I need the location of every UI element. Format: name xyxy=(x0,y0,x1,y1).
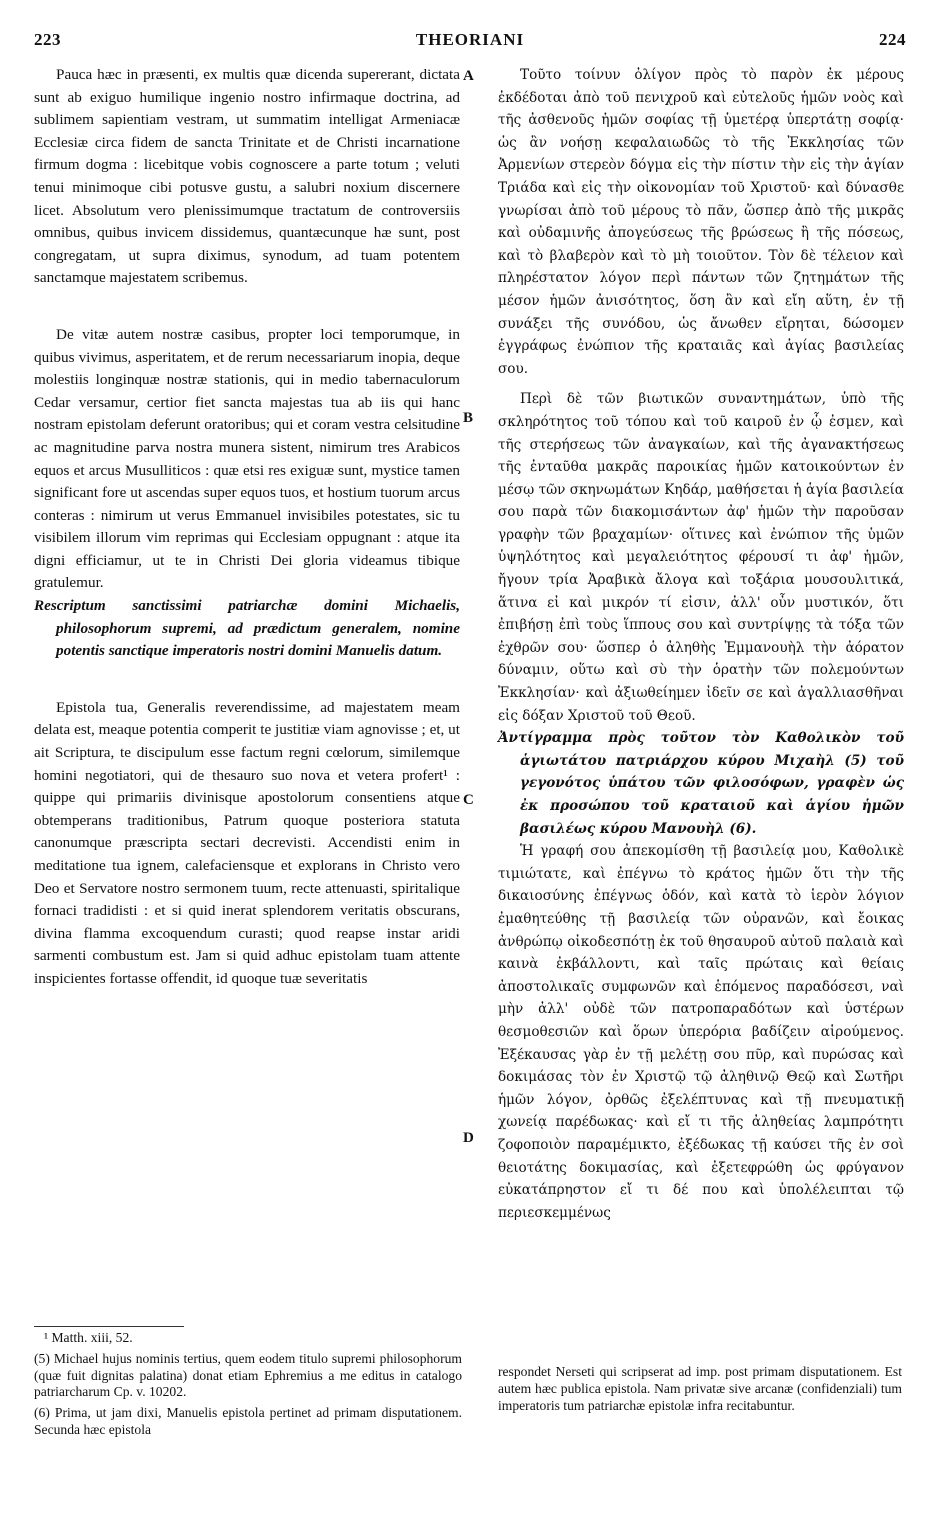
margin-marker-c: C xyxy=(463,792,474,808)
running-header xyxy=(34,30,906,52)
greek-paragraph-2: Περὶ δὲ τῶν βιωτικῶν συναντημάτων, ὑπὸ τῆς σκληρότητος τοῦ τόπου καὶ τοῦ καιροῦ ἐν ᾧ ἐσμεν, καὶ τῆς στερήσεως τῶν ἀναγκαίων, καὶ τῆς ἀγανακτήσεως τῆς ἐνταῦθα μακρᾶς παροικίας ἡμῶν κατοικούντων ἐν μέσῳ τῶν σκηνωμάτων Κηδάρ, μαθήσεται ἡ ἁγία βασιλεία σου παρὰ τῶν διακομισάντων ἀφ' ἡμῶν τὴν παροῦσαν γραφὴν τῶν βραχαμίων· οἵτινες καὶ ἐνώπιον τῆς ὑμῶν ὑψηλότητος καὶ μεγαλειότητος φέρουσί τι ἀφ' ἡμῶν, ἤγουν τρία Ἀραβικὰ ἄλογα καὶ τοξάρια μουσουλιτικά, ἅτινα εἰ καὶ μικρόν τί εἰσιν, ἀλλ' οὖν μυστικόν, ὅτι ἐπιβήσῃ ἐπὶ τοὺς ἵππους σου καὶ συντρίψῃς τὰ τόξα τῶν ἐχθρῶν σου· ὥσπερ ὁ ἀληθὴς Ἐμμανουὴλ τὴν ἀόρατον δύναμιν, οὕτω καὶ σὺ τὴν ὁρατὴν τῶν πολεμούντων Ἐκκλησίαν· καὶ ἀξιωθείημεν ἰδεῖν σε καὶ ἀγαλλιασθῆναι εἰς δόξαν Χριστοῦ τοῦ Θεοῦ. xyxy=(498,391,904,724)
footnotes-left xyxy=(34,1330,462,1443)
page-number-right: 224 xyxy=(879,30,906,49)
latin-paragraph-3: Epistola tua, Generalis reverendissime, ad majestatem meam delata est, meaque potentia comperit te justitiæ viam agnovisse ; et, ut ait Scriptura, te discipulum esse factum regni cœlorum, similemque homini negotiatori, qui de thesauro suo nova et vetera profert¹ : quippe qui primariis divinisque apostolorum consentiens atque obtemperans traditionibus, Patrum quoque posteriora statuta canonumque præscripta sectari decrevisti. Accendisti enim in meditatione tua ignem, calefaciensque et explorans in Christo vero Deo et Servatore nostro sermonem tuum, recte attenuasti, spiritalique fornaci tradidisti : et si quid inerat splendorem veritatis obscurans, divina flamma excoquendum curasti; quod reapse instar aridi sarmenti combustum est. Jam si quid adhuc epistolam tuam attente inspicientes fortasse offendit, id quoque tuæ severitatis xyxy=(34,698,460,987)
latin-column xyxy=(34,64,460,991)
latin-paragraph-2: De vitæ autem nostræ casibus, propter loci temporumque, in quibus vivimus, asperitatem, et de rerum necessariarum inopia, deque molestiis longinquæ nostræ stationis, qui in medio tabernaculorum Cedar versamur, certior fiet sancta majestas tua ab iis qui hanc nostram epistolam deferunt oratoribus; qui et coram vestra celsitudine ac magnitudine parva nostra munera sistent, nimirum tres Arabicos equos et arcus Musulliticos : quæ etsi res exiguæ sunt, mystice tamen significant fore ut ascendas super equos tuos, et hostium tuorum arcus conteras : nimirum ut verus Emmanuel invisibiles potestates, sic tu visibilem illorum vim reprimas qui Ecclesiam oppugnant : atque ita digni efficiamur, ut te in Christi Dei gloria videamus tibique gratulemur. xyxy=(34,325,460,592)
greek-rescript-title: Ἀντίγραμμα πρὸς τοῦτον τὸν Καθολικὸν τοῦ ἁγιωτάτου πατριάρχου κύρου Μιχαὴλ (5) τοῦ γεγονότος ὑπάτου τῶν φιλοσόφων, γραφὲν ὡς ἐκ προσώπου τοῦ κραταιοῦ καὶ ἁγίου ἡμῶν βασιλέως κύρου Μανουὴλ (6). xyxy=(498,730,904,837)
footnote-1: ¹ Matth. xiii, 52. xyxy=(44,1330,133,1345)
margin-marker-d: D xyxy=(463,1130,474,1146)
greek-paragraph-3: Ἡ γραφή σου ἀπεκομίσθη τῇ βασιλείᾳ μου, Καθολικὲ τιμιώτατε, καὶ ἐπέγνω τὸ κράτος ἡμῶν ὅτι τὴν τῆς δικαιοσύνης ἐπέγνως ὁδόν, καὶ κατὰ τὸ ἱερὸν λόγιον ἐμαθητεύθης τῇ βασιλείᾳ τῶν οὐρανῶν, καὶ ἔοικας ἀνθρώπῳ οἰκοδεσπότῃ ἐκ τοῦ θησαυροῦ αὐτοῦ παλαιὰ καὶ καινὰ ἐκβάλλοντι, καὶ ταῖς πρώταις καὶ θείαις ἀποστολικαῖς συμφωνῶν καὶ ἑπόμενος παραδόσεσι, ναὶ μὴν ἀλλ' οὐδὲ τῶν πατροπαραδότων καὶ ὑστέρων θεσμοθεσιῶν καὶ ὅρων ὑπερόρια βαδίζειν αἱρούμενος. Ἐξέκαυσας γὰρ ἐν τῇ μελέτῃ σου πῦρ, καὶ πυρώσας καὶ δοκιμάσας τὸν ἐν Χριστῷ τῷ ἀληθινῷ Θεῷ καὶ Σωτῆρι ἡμῶν λόγον, ὀρθῶς ἐξελέπτυνας καὶ τῇ πνευματικῇ χωνείᾳ παρέδωκας· καὶ εἴ τι τῆς ἀληθείας λαμπρότητι ζοφοποιὸν παραμέμικτο, ἐξέδωκας τῇ καύσει τῆς ἐν σοὶ θειοτάτης δοκιμασίας, καὶ ἐξετεφρώθη ὡς φρύγανον εὐκατάπρηστον εἴ τι δέ που καὶ ὑπολέλειπται τῷ περιεσκεμμένως xyxy=(498,843,904,1221)
footnote-6: (6) Prima, ut jam dixi, Manuelis epistola pertinet ad primam disputationem. Secunda hæc epistola xyxy=(34,1405,462,1437)
footnote-rule xyxy=(34,1326,184,1327)
footnotes-right xyxy=(498,1364,902,1414)
page-number-left: 223 xyxy=(34,30,61,49)
margin-marker-b: B xyxy=(463,410,474,426)
greek-paragraph-1: Τοῦτο τοίνυν ὀλίγον πρὸς τὸ παρὸν ἐκ μέρους ἐκδέδοται ἀπὸ τοῦ πενιχροῦ καὶ εὐτελοῦς ἡμῶν νοὸς καὶ τῆς ἀσθενοῦς ἡμῶν σοφίας τῇ ὑμετέρᾳ ὑπερτάτῃ σοφίᾳ· ὡς ἂν νοήσῃ κεφαλαιωδῶς τὸ τῆς Ἐκκλησίας τῶν Ἀρμενίων στερεὸν δόγμα εἰς τὴν πίστιν τὴν εἰς τὴν ἁγίαν Τριάδα καὶ εἰς τὴν οἰκονομίαν τοῦ Χριστοῦ· καὶ δύνασθε γνωρίσαι ἀπὸ τοῦ μέρους τὸ πᾶν, ὥσπερ ἀπὸ τῆς μικρᾶς καὶ οὐδαμινῆς ἀπογεύσεως τῆς βρώσεως ἢ τῆς πόσεως, καὶ τὸ βλαβερὸν καὶ τὸ μὴ τοιοῦτον. Τὸν δὲ τέλειον καὶ πληρέστατον λόγον περὶ πάντων τῶν ζητημάτων τῆς μέσον ἡμῶν ἀνισότητος, ὅση ἂν καὶ εἴη αὕτη, ἐν τῇ συνάξει τῆς συνόδου, ὡς ἄνωθεν εἴρηται, δώσομεν ἐγγράφως ἐνώπιον τῆς κραταιᾶς καὶ ἁγίας βασιλείας σου. xyxy=(498,67,904,377)
footnote-6-continued: respondet Nerseti qui scripserat ad imp. post primam disputationem. Est autem hæc publica epistola. Nam privatæ sive arcanæ (confidenziali) tum imperatoris tum patriarchæ epistolæ infra recitabuntur. xyxy=(498,1364,902,1413)
latin-paragraph-1: Pauca hæc in præsenti, ex multis quæ dicenda supererant, dictata sunt ab exiguo humilique ingenio nostro infirmaque doctrina, ad sublimem sapientiam vestram, ut summatim intelligat Armeniacæ Ecclesiæ circa fidem de sancta Trinitate et de Christi incarnatione firmum dogma : licebitque vobis cognoscere a parte totum ; veluti tenui minimoque cibi potusve gustu, a salubri noxium discernere licet. Absolutum vero plenissimumque tractatum de controversiis omnibus, quibus invicem dissidemus, quantæcunque hæ sunt, post congregatam, ut supra diximus, synodum, ad tuam potentem sanctamque majestatem scribemus. xyxy=(34,66,460,287)
greek-column xyxy=(498,64,904,1224)
margin-marker-a: A xyxy=(463,68,474,84)
running-title: THEORIANI xyxy=(415,30,525,49)
latin-rescript-title: Rescriptum sanctissimi patriarchæ domini Michaelis, philosophorum supremi, ad prædictum generalem, nomine potentis sanctique imperatoris nostri domini Manuelis datum. xyxy=(34,597,460,660)
footnote-5: (5) Michael hujus nominis tertius, quem eodem titulo supremi philosophorum (quæ fuit dignitas palatina) donat etiam Ephremius a me editus in catalogo patriarcharum Cp. v. 10202. xyxy=(34,1350,462,1400)
